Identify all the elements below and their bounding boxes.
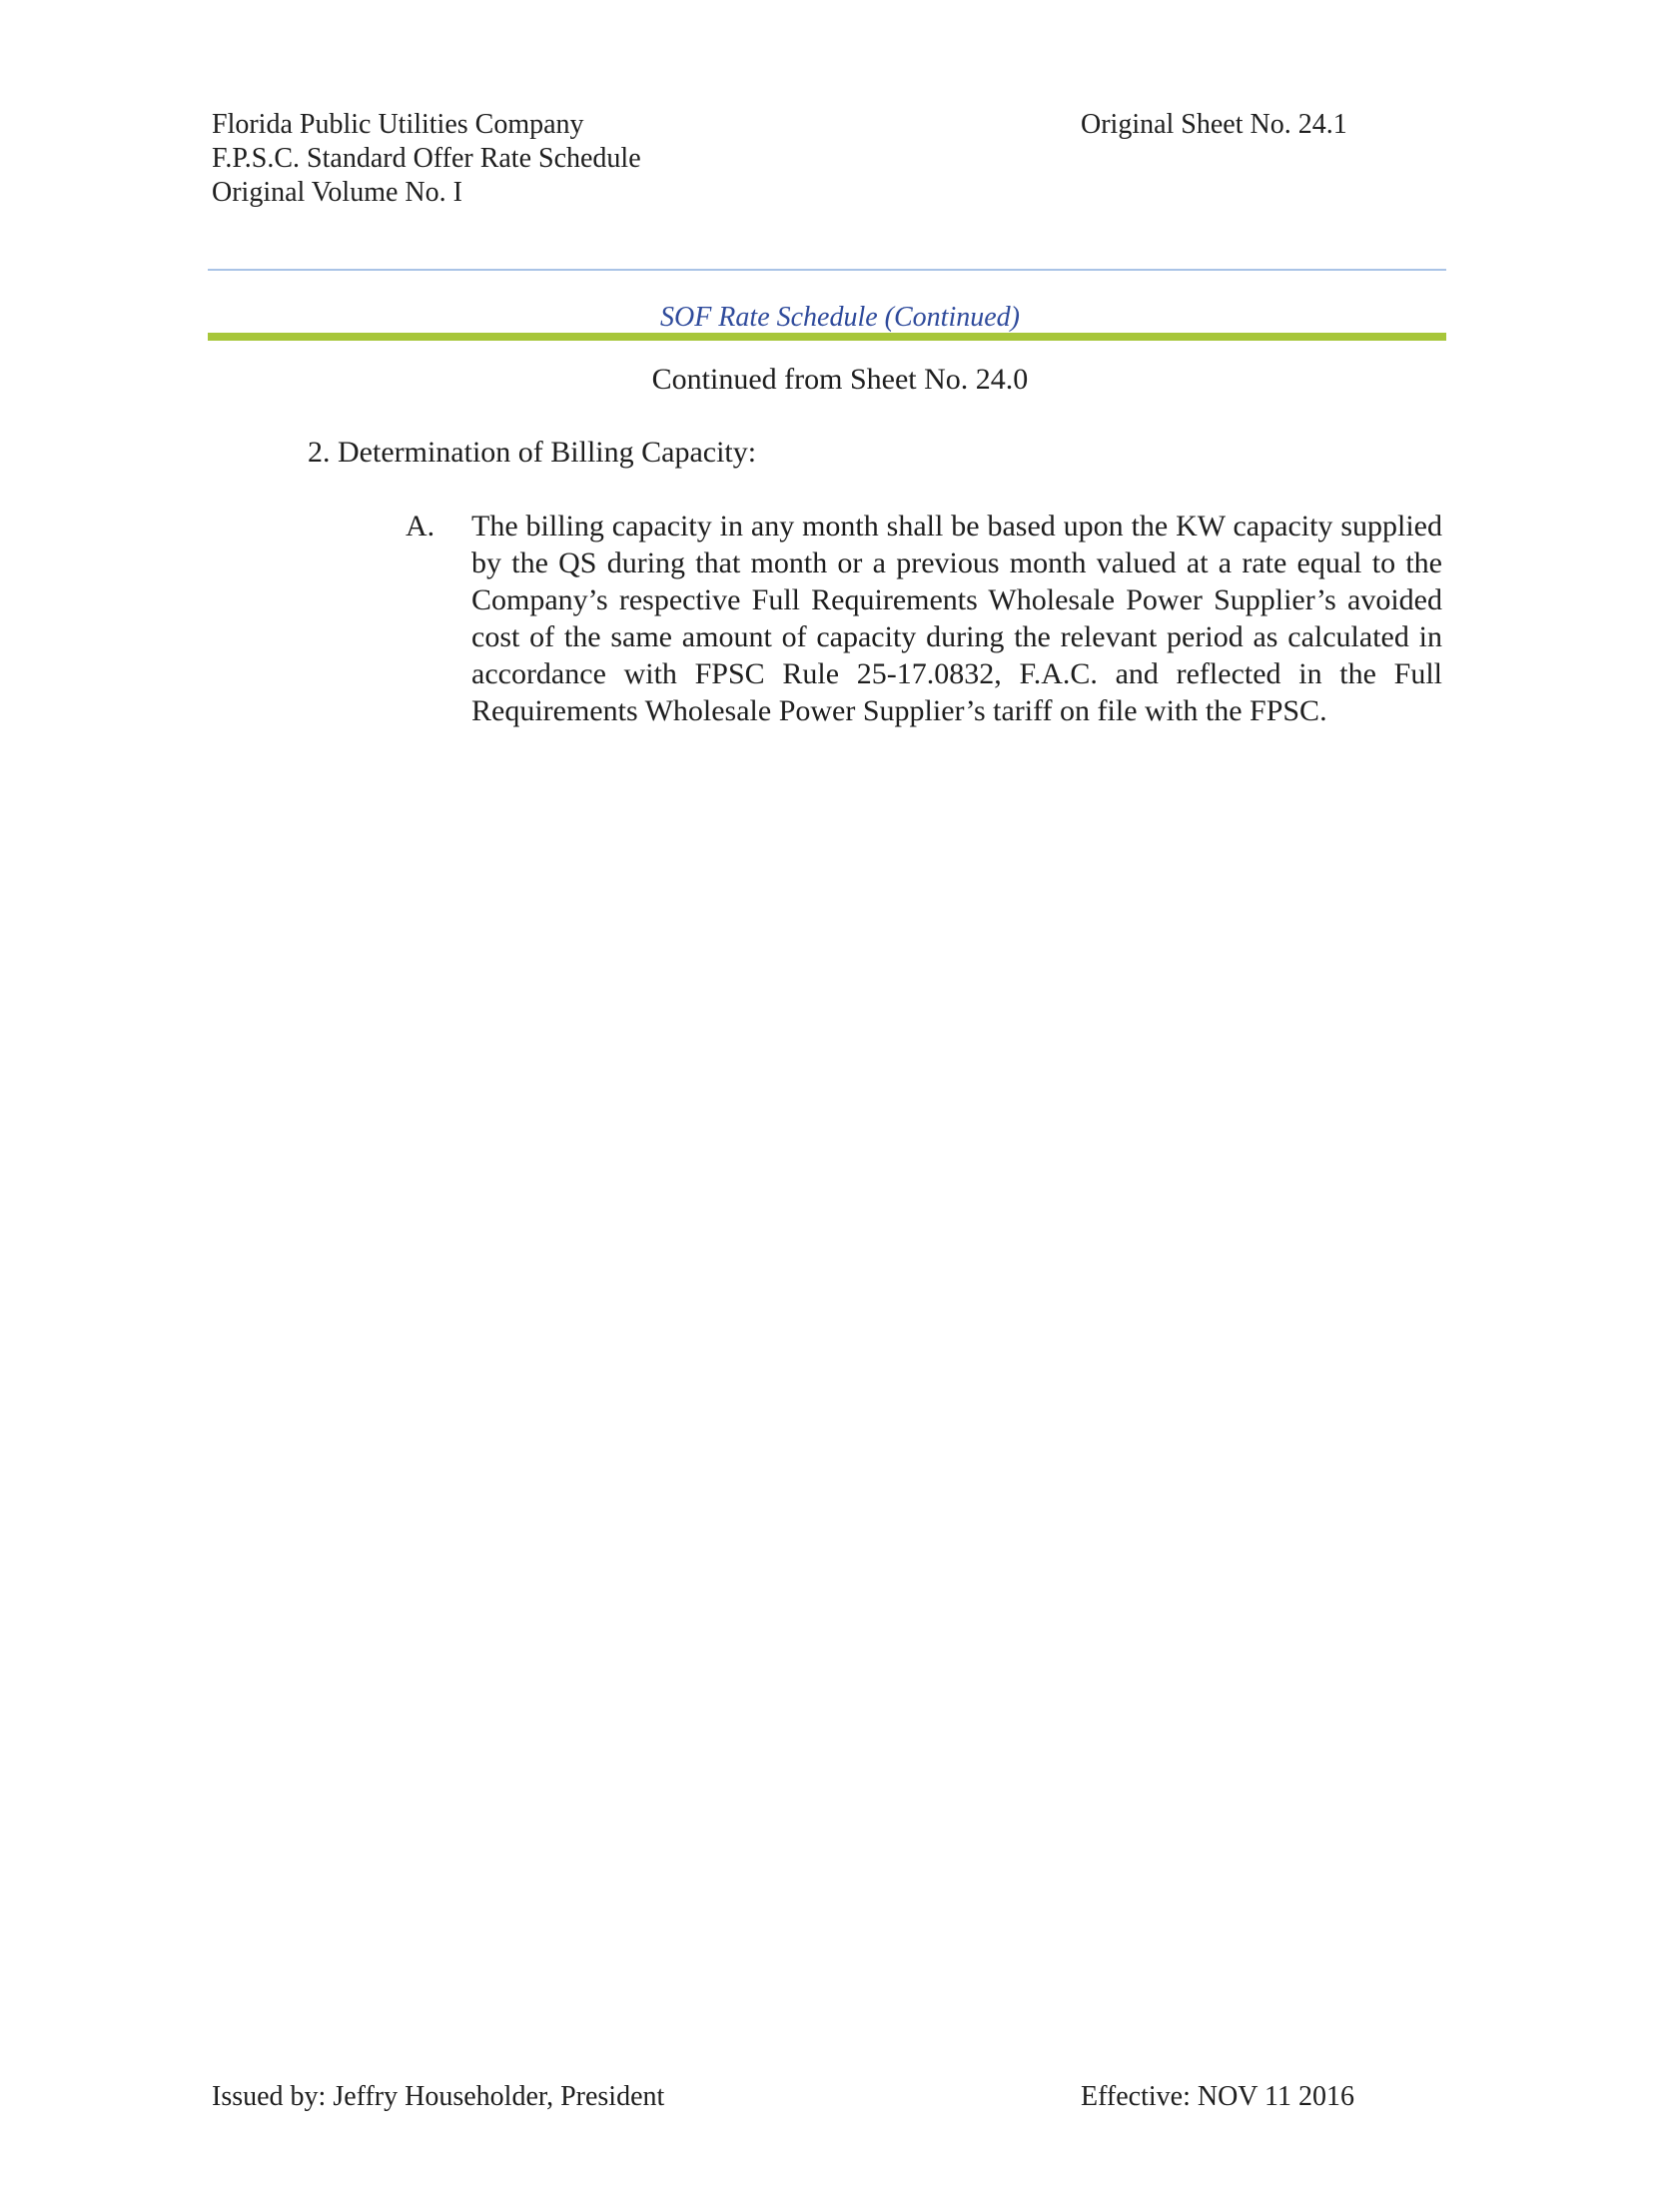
effective-date: Effective: NOV 11 2016	[1081, 2081, 1354, 2112]
issued-by: Issued by: Jeffry Householder, President	[212, 2081, 665, 2112]
volume-label: Original Volume No. I	[212, 177, 462, 208]
section-title: SOF Rate Schedule (Continued)	[659, 302, 1020, 333]
section-divider	[208, 333, 1446, 341]
schedule-name: F.P.S.C. Standard Offer Rate Schedule	[212, 143, 641, 174]
sub-item-letter: A.	[406, 510, 435, 543]
item-heading: 2. Determination of Billing Capacity:	[308, 436, 757, 469]
continued-from-label: Continued from Sheet No. 24.0	[651, 363, 1029, 396]
sub-item-text: The billing capacity in any month shall be based upon the KW capacity supplied by the QS during that month or a previous month valued at a rate equal to the Company’s respective Full Requirements Wholesale Power Supplier’s avoided cost of the same amount of capacity during the relevant period as calculated in accordance with FPSC Rule 25-17.0832, F.A.C. and reflected in the Full Requirements Wholesale Power Supplier’s tariff on file with the FPSC.	[471, 510, 1442, 727]
header-left-block	[212, 108, 641, 210]
sheet-number: Original Sheet No. 24.1	[1081, 109, 1347, 140]
header-divider	[208, 269, 1446, 271]
company-name: Florida Public Utilities Company	[212, 109, 584, 140]
